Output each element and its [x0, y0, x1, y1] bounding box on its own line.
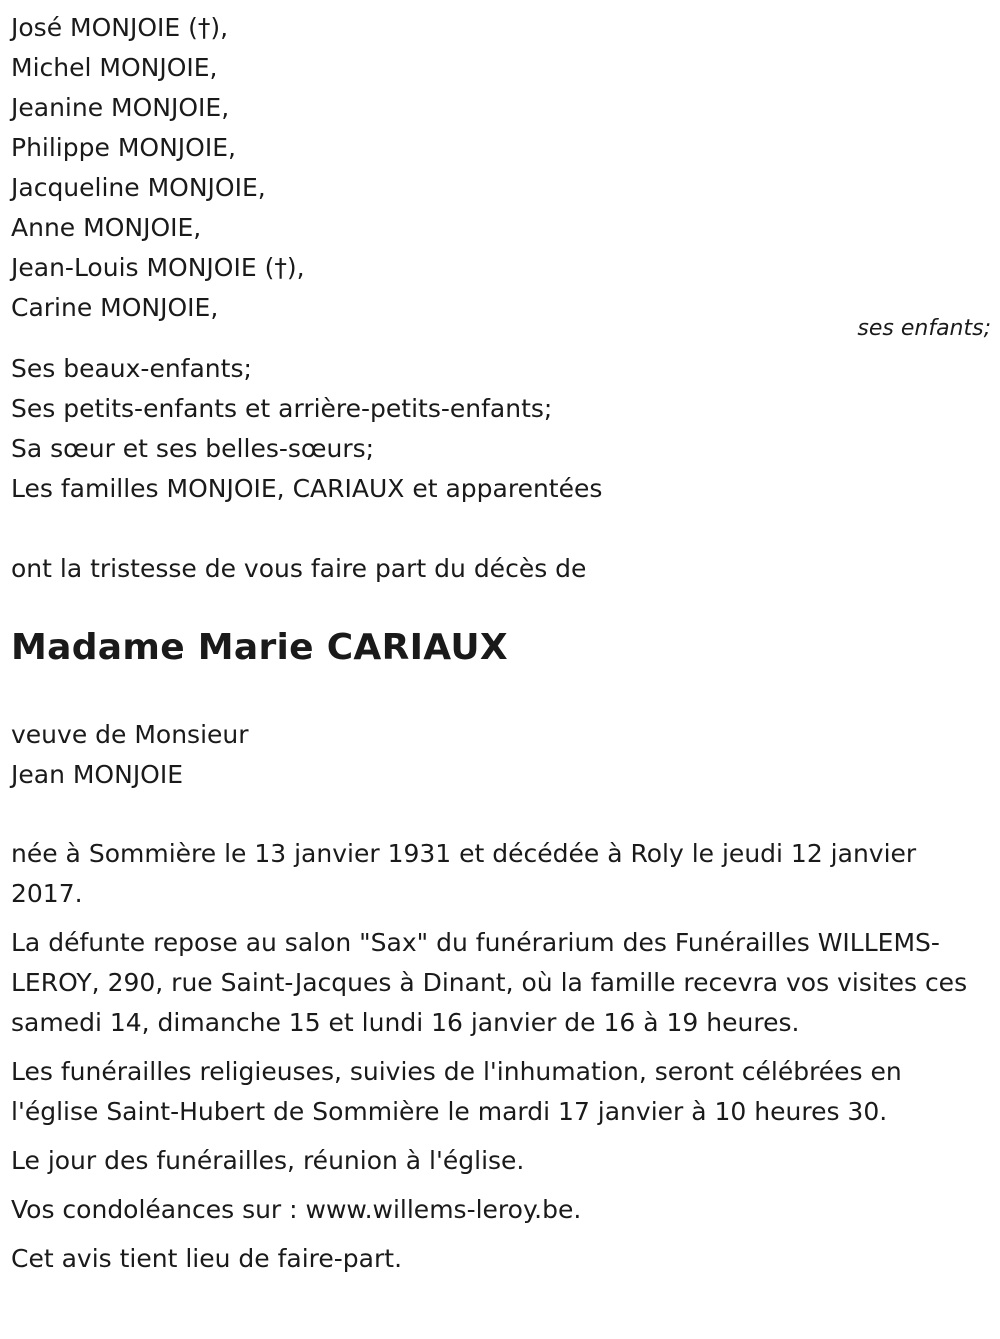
family-line: Ses beaux-enfants;	[11, 354, 252, 383]
obituary-notice	[11, 8, 991, 1279]
spouse-line: Jean MONJOIE	[11, 760, 184, 789]
children-list	[11, 8, 991, 346]
child-name: Jacqueline MONJOIE,	[11, 173, 266, 202]
notice-paragraph: Cet avis tient lieu de faire-part.	[11, 1244, 403, 1273]
details-block	[11, 834, 971, 1279]
child-name: Jeanine MONJOIE,	[11, 93, 230, 122]
announcement-text: ont la tristesse de vous faire part du décès de	[11, 554, 587, 583]
family-list	[11, 349, 991, 509]
child-name: Philippe MONJOIE,	[11, 133, 236, 162]
spouse-line: veuve de Monsieur	[11, 720, 249, 749]
meeting-paragraph: Le jour des funérailles, réunion à l'église.	[11, 1146, 525, 1175]
child-name: Anne MONJOIE,	[11, 213, 202, 242]
children-relation-label: ses enfants;	[857, 316, 991, 341]
visitation-paragraph: La défunte repose au salon "Sax" du funérarium des Funérailles WILLEMS-LEROY, 290, rue Saint-Jacques à Dinant, où la famille recevra vos visites ces samedi 14, dimanche 15 et lundi 16 janvier de 16 à 19 heures.	[11, 928, 968, 1037]
condolences-paragraph: Vos condoléances sur : www.willems-leroy.be.	[11, 1195, 582, 1224]
deceased-name: Madame Marie CARIAUX	[11, 627, 508, 668]
child-name: Jean-Louis MONJOIE (†),	[11, 253, 305, 282]
child-name: Carine MONJOIE,	[11, 293, 219, 322]
family-line: Sa sœur et ses belles-sœurs;	[11, 434, 375, 463]
child-name: José MONJOIE (†),	[11, 13, 229, 42]
spacer	[11, 509, 991, 549]
child-name: Michel MONJOIE,	[11, 53, 218, 82]
funeral-paragraph: Les funérailles religieuses, suivies de l'inhumation, seront célébrées en l'église Saint-Hubert de Sommière le mardi 17 janvier à 10 heures 30.	[11, 1057, 902, 1126]
spouse-block	[11, 715, 991, 795]
family-line: Ses petits-enfants et arrière-petits-enfants;	[11, 394, 553, 423]
family-line: Les familles MONJOIE, CARIAUX et apparentées	[11, 474, 603, 503]
birth-death-paragraph: née à Sommière le 13 janvier 1931 et décédée à Roly le jeudi 12 janvier 2017.	[11, 839, 917, 908]
